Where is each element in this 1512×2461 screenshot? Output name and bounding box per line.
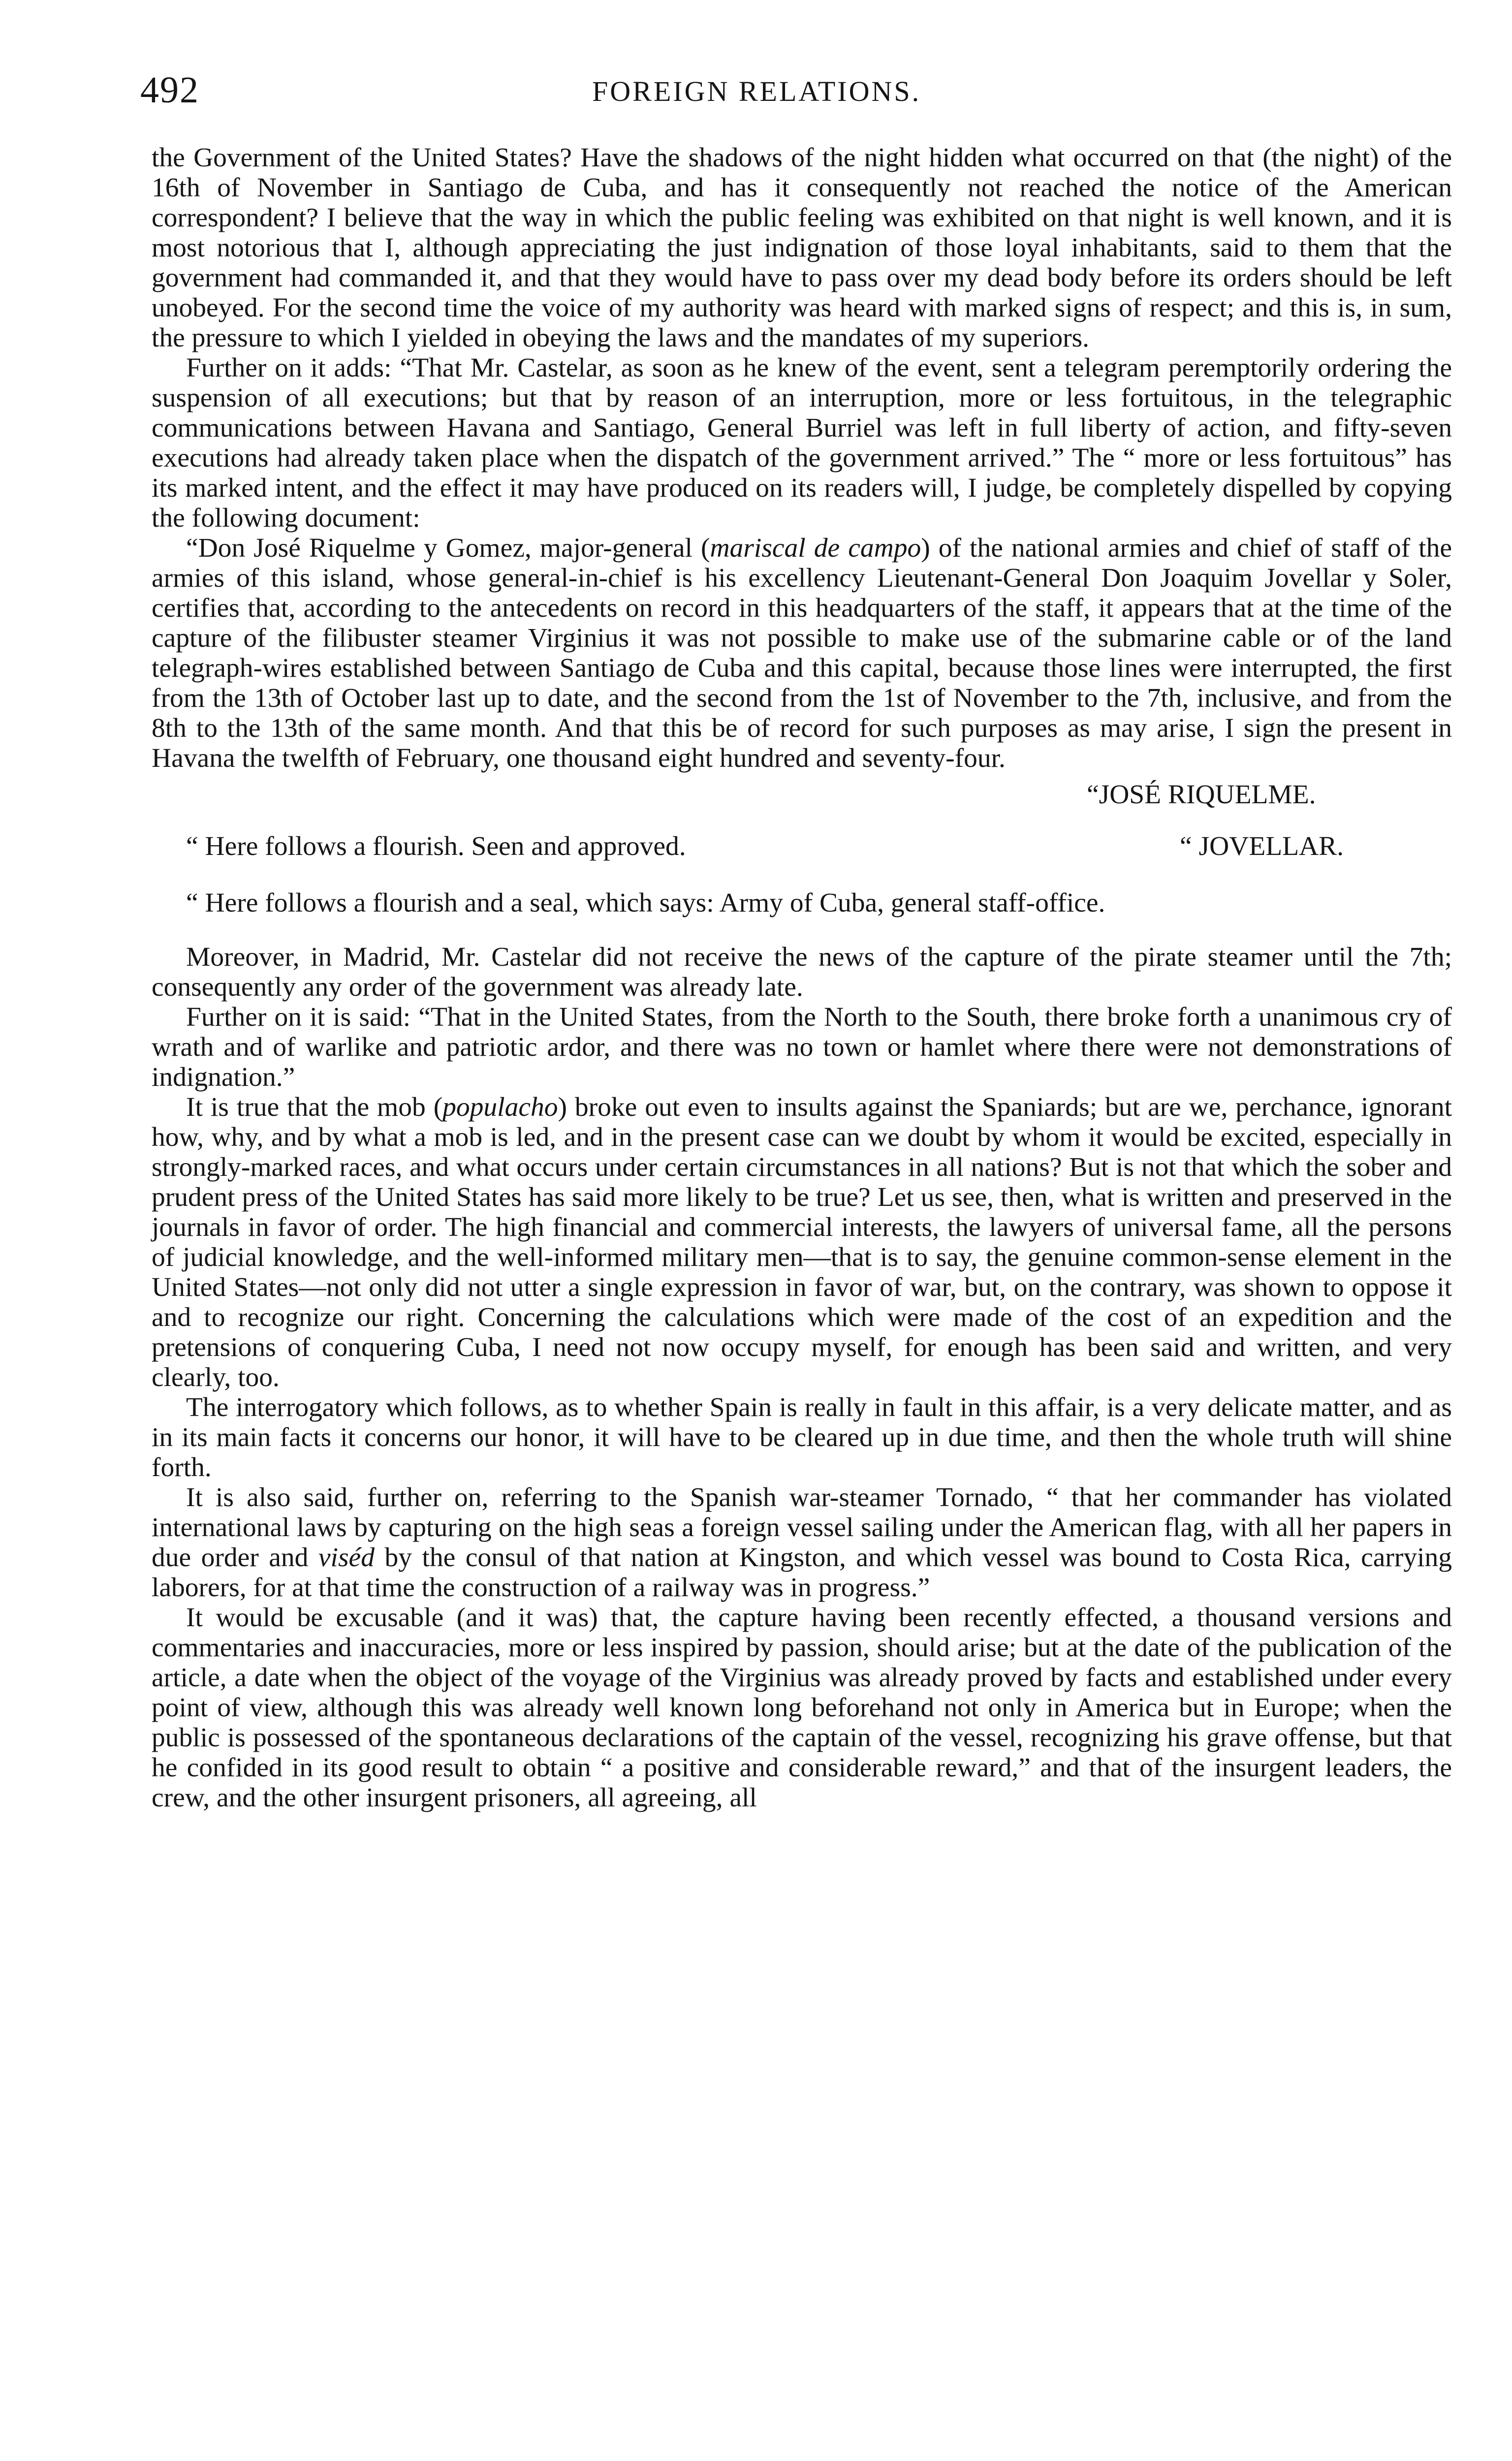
flourish-note: “ Here follows a flourish. Seen and approved. (186, 831, 686, 861)
quoted-certificate-part-1: “Don José Riquelme y Gomez, major-general ( (186, 533, 710, 563)
paragraph-6 (152, 1092, 1452, 1392)
paragraph-8-part-1: It is also said, further on, referring to the Spanish war-steamer Tornado, “ that her commander has violated international laws by capturing on the high seas a foreign vessel sailing under the American flag, with all her papers in due order and (152, 1483, 1452, 1573)
paragraph-1: the Government of the United States? Have the shadows of the night hidden what occurred on that (the night) of the 16th of November in Santiago de Cuba, and has it consequently not reached the notice of the American correspondent? I believe that the way in which the public feeling was exhibited on that night is well known, and it is most notorious that I, although appreciating the just indignation of those loyal inhabitants, said to them that the government had commanded it, and that they would have to pass over my dead body before its orders should be left unobeyed. For the second time the voice of my authority was heard with marked signs of respect; and this is, in sum, the pressure to which I yielded in obeying the laws and the mandates of my superiors. (152, 143, 1452, 353)
quoted-certificate-part-2: ) of the national armies and chief of staff of the armies of this island, whose general-in-chief is his excellency Lieutenant-General Don Joaquim Jovellar y Soler, certifies that, according to the antecedents on record in this headquarters of the staff, it appears that at the time of the capture of the filibuster steamer Virginius it was not possible to make use of the submarine cable or of the land telegraph-wires established between Santiago de Cuba and this capital, because those lines were interrupted, the first from the 13th of October last up to date, and the second from the 1st of November to the 7th, inclusive, and from the 8th to the 13th of the same month. And that this be of record for such purposes as may arise, I sign the present in Havana the twelfth of February, one thousand eight hundred and seventy-four. (152, 533, 1452, 773)
paragraph-9: It would be excusable (and it was) that, the capture having been recently effected, a thousand versions and commentaries and inaccuracies, more or less inspired by passion, should arise; but at the date of the publication of the article, a date when the object of the voyage of the Virginius was already proved by facts and established under every point of view, although this was already well known long beforehand not only in America but in Europe; when the public is possessed of the spontaneous declarations of the captain of the vessel, recognizing his grave offense, but that he confided in its good result to obtain “ a positive and considerable reward,” and that of the insurgent leaders, the crew, and the other insurgent prisoners, all agreeing, all (152, 1603, 1452, 1813)
quoted-certificate (152, 533, 1452, 773)
seal-note: “ Here follows a flourish and a seal, which says: Army of Cuba, general staff-office. (186, 888, 1105, 918)
paragraph-8 (152, 1483, 1452, 1603)
running-head: FOREIGN RELATIONS. (592, 75, 921, 107)
paragraph-2: Further on it adds: “That Mr. Castelar, as soon as he knew of the event, sent a telegram peremptorily ordering the suspension of all executions; but that by reason of an interruption, more or less fortuitous, in the telegraphic communications between Havana and Santiago, General Burriel was left in full liberty of action, and fifty-seven executions had already taken place when the dispatch of the government arrived.” The “ more or less fortuitous” has its marked intent, and the effect it may have produced on its readers will, I judge, be completely dispelled by copying the following document: (152, 353, 1452, 533)
page-number: 492 (140, 69, 199, 111)
paragraph-8-italic: viséd (318, 1543, 375, 1573)
signature-jovellar: “ JOVELLAR. (1180, 831, 1344, 861)
quoted-certificate-italic: mariscal de campo (710, 533, 921, 563)
paragraph-8-part-2: by the consul of that nation at Kingston, and which vessel was bound to Costa Rica, carrying laborers, for at that time the construction of a railway was in progress.” (152, 1543, 1452, 1603)
paragraph-gap (152, 921, 1452, 942)
signature-riquelme: “JOSÉ RIQUELME. (1087, 780, 1316, 810)
body-text (152, 143, 1452, 1813)
signature-row (152, 813, 1452, 865)
paragraph-5: Further on it is said: “That in the United States, from the North to the South, there broke forth a unanimous cry of wrath and of warlike and patriotic ardor, and there was no town or hamlet where there were not demonstrations of indignation.” (152, 1002, 1452, 1092)
paragraph-6-part-1: It is true that the mob ( (186, 1092, 443, 1122)
paragraph-4: Moreover, in Madrid, Mr. Castelar did not receive the news of the capture of the pirate steamer until the 7th; consequently any order of the government was already late. (152, 942, 1452, 1002)
paragraph-6-italic: populacho (442, 1092, 558, 1122)
paragraph-6-part-2: ) broke out even to insults against the Spaniards; but are we, perchance, ignorant how, why, and by what a mob is led, and in the present case can we doubt by whom it would be excited, especially in strongly-marked races, and what occurs under certain circumstances in all nations? But is not that which the sober and prudent press of the United States has said more likely to be true? Let us see, then, what is written and preserved in the journals in favor of order. The high financial and commercial interests, the lawyers of universal fame, all the persons of judicial knowledge, and the well-informed military men—that is to say, the genuine common-sense element in the United States—not only did not utter a single expression in favor of war, but, on the contrary, was shown to oppose it and to recognize our right. Concerning the calculations which were made of the cost of an expedition and the pretensions of conquering Cuba, I need not now occupy myself, for enough has been said and written, and very clearly, too. (152, 1092, 1452, 1392)
page-header (140, 68, 1459, 112)
paragraph-7: The interrogatory which follows, as to whether Spain is really in fault in this affair, is a very delicate matter, and as in its main facts it concerns our honor, it will have to be cleared up in due time, and then the whole truth will shine forth. (152, 1392, 1452, 1483)
